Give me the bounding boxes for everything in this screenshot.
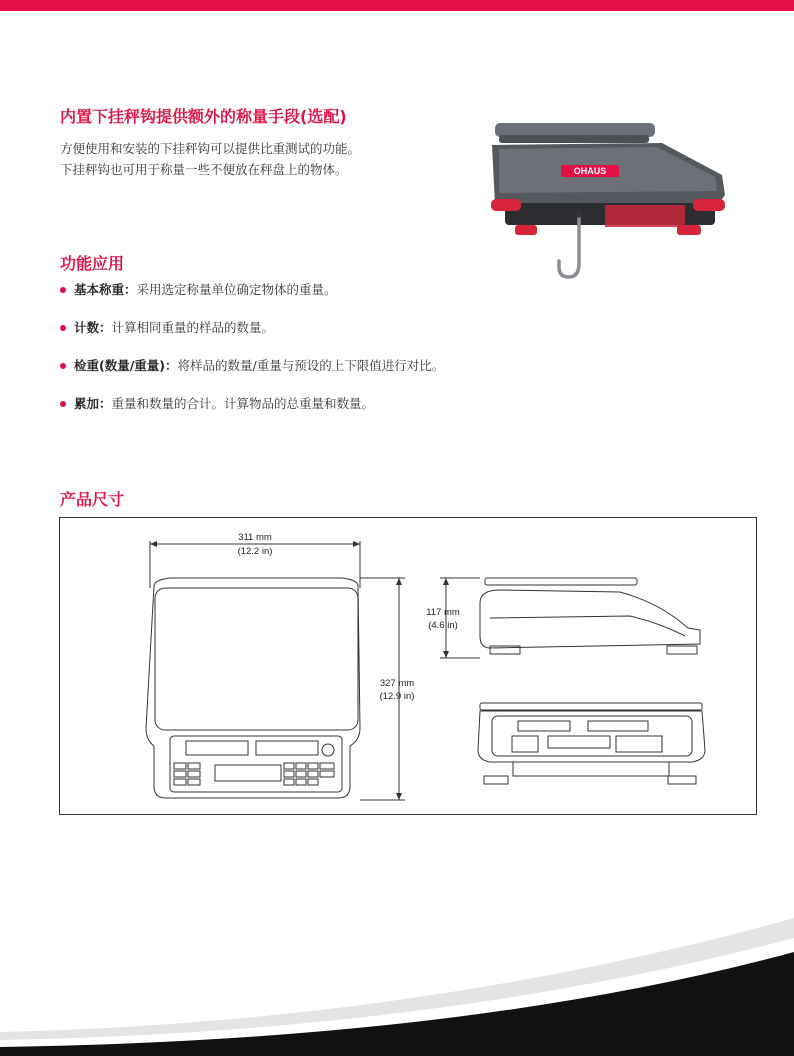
- feature-item-accumulation: [60, 394, 444, 432]
- feature-description: 计算相同重量的样品的数量。: [111, 320, 275, 335]
- feature-name: 累加: [74, 396, 100, 411]
- feature-separator: ：: [99, 320, 112, 335]
- bullet-icon: [60, 401, 66, 407]
- feature-separator: ：: [165, 358, 178, 373]
- width-dimension-label: 311 mm: [238, 532, 272, 543]
- feature-separator: ：: [99, 396, 112, 411]
- feature-separator: ：: [124, 282, 137, 297]
- height-dimension-label: 117 mm: [426, 607, 460, 618]
- dimension-drawing: [60, 518, 755, 813]
- feature-name: 基本称重: [74, 282, 125, 297]
- feature-name: 检重(数量/重量): [74, 358, 165, 373]
- hook-description-line-1: 方便使用和安装的下挂秤钩可以提供比重测试的功能。: [60, 141, 361, 156]
- depth-dimension-label: 327 mm: [379, 678, 415, 689]
- feature-description: 采用选定称量单位确定物体的重量。: [136, 282, 337, 297]
- bullet-icon: [60, 325, 66, 331]
- section-title-hook: 内置下挂秤钩提供额外的称量手段(选配): [60, 107, 347, 126]
- dimension-drawing-frame: [59, 517, 757, 815]
- section-title-dimensions: 产品尺寸: [60, 490, 125, 509]
- feature-item-counting: [60, 318, 444, 356]
- scale-with-hook-image: [487, 115, 737, 290]
- feature-name: 计数: [74, 320, 100, 335]
- section-title-features: 功能应用: [60, 254, 125, 273]
- bullet-icon: [60, 287, 66, 293]
- bottom-swoosh-decoration: [0, 900, 794, 1056]
- feature-list: [60, 280, 444, 432]
- feature-item-checkweighing: [60, 356, 444, 394]
- feature-description: 将样品的数量/重量与预设的上下限值进行对比。: [177, 358, 445, 373]
- hook-description: [60, 138, 360, 180]
- width-dimension-inches: (12.2 in): [237, 546, 273, 557]
- depth-dimension-inches: (12.9 in): [379, 691, 415, 702]
- bullet-icon: [60, 363, 66, 369]
- hook-description-line-2: 下挂秤钩也可用于称量一些不便放在秤盘上的物体。: [60, 162, 348, 177]
- height-dimension-inches: (4.6 in): [428, 620, 458, 631]
- top-accent-bar: [0, 0, 794, 11]
- ohaus-logo: OHAUS: [573, 166, 607, 176]
- feature-item-basic-weighing: [60, 280, 444, 318]
- feature-description: 重量和数量的合计。计算物品的总重量和数量。: [111, 396, 375, 411]
